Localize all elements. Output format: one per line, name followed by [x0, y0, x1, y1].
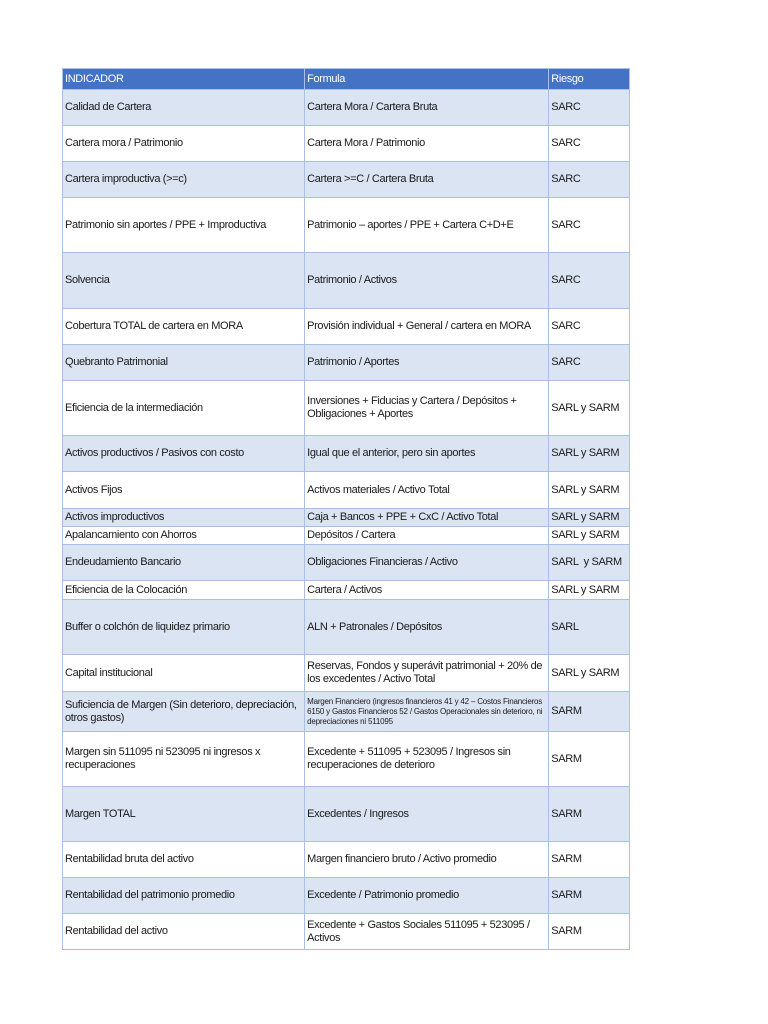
cell-riesgo: SARM	[549, 692, 630, 732]
cell-riesgo: SARL	[549, 600, 630, 655]
header-row	[63, 69, 630, 90]
cell-indicador: Margen sin 511095 ni 523095 ni ingresos x recuperaciones	[63, 732, 305, 787]
table-row	[63, 842, 630, 878]
cell-indicador: Cartera mora / Patrimonio	[63, 126, 305, 162]
cell-formula: Margen financiero bruto / Activo promedio	[305, 842, 549, 878]
cell-formula: Patrimonio / Activos	[305, 253, 549, 309]
table-row	[63, 600, 630, 655]
cell-formula: Cartera Mora / Patrimonio	[305, 126, 549, 162]
cell-riesgo: SARL y SARM	[549, 381, 630, 436]
cell-formula: Patrimonio – aportes / PPE + Cartera C+D+E	[305, 198, 549, 253]
cell-formula: Margen Financiero (ingresos financieros 41 y 42 – Costos Financieros 6150 y Gastos Financieros 52 / Gastos Operacionales sin deterioro, ni depreciaciones ni 511095	[305, 692, 549, 732]
table-row	[63, 692, 630, 732]
table-row	[63, 90, 630, 126]
cell-riesgo: SARL y SARM	[549, 655, 630, 692]
cell-formula: Reservas, Fondos y superávit patrimonial + 20% de los excedentes / Activo Total	[305, 655, 549, 692]
cell-formula: Caja + Bancos + PPE + CxC / Activo Total	[305, 509, 549, 527]
cell-riesgo: SARM	[549, 878, 630, 914]
cell-riesgo: SARM	[549, 842, 630, 878]
table-row	[63, 655, 630, 692]
cell-indicador: Suficiencia de Margen (Sin deterioro, depreciación, otros gastos)	[63, 692, 305, 732]
cell-riesgo: SARC	[549, 345, 630, 381]
cell-formula: Patrimonio / Aportes	[305, 345, 549, 381]
cell-formula: Cartera Mora / Cartera Bruta	[305, 90, 549, 126]
cell-formula: Depósitos / Cartera	[305, 527, 549, 545]
table-row	[63, 253, 630, 309]
cell-indicador: Rentabilidad del activo	[63, 914, 305, 950]
cell-indicador: Calidad de Cartera	[63, 90, 305, 126]
cell-formula: Excedente / Patrimonio promedio	[305, 878, 549, 914]
cell-riesgo: SARL y SARM	[549, 527, 630, 545]
cell-riesgo: SARL y SARM	[549, 545, 630, 581]
cell-formula: Excedente + Gastos Sociales 511095 + 523095 / Activos	[305, 914, 549, 950]
cell-indicador: Rentabilidad bruta del activo	[63, 842, 305, 878]
cell-formula: Cartera / Activos	[305, 581, 549, 600]
cell-indicador: Rentabilidad del patrimonio promedio	[63, 878, 305, 914]
table-row	[63, 436, 630, 472]
table-row	[63, 527, 630, 545]
cell-indicador: Margen TOTAL	[63, 787, 305, 842]
table-row	[63, 198, 630, 253]
cell-riesgo: SARM	[549, 732, 630, 787]
table-row	[63, 732, 630, 787]
cell-indicador: Capital institucional	[63, 655, 305, 692]
cell-formula: Provisión individual + General / cartera en MORA	[305, 309, 549, 345]
indicators-table	[62, 68, 630, 950]
cell-formula: ALN + Patronales / Depósitos	[305, 600, 549, 655]
table-row	[63, 787, 630, 842]
cell-indicador: Solvencia	[63, 253, 305, 309]
cell-indicador: Eficiencia de la intermediación	[63, 381, 305, 436]
cell-riesgo: SARC	[549, 90, 630, 126]
table-row	[63, 472, 630, 509]
cell-riesgo: SARC	[549, 126, 630, 162]
table-row	[63, 345, 630, 381]
table-row	[63, 509, 630, 527]
table-row	[63, 878, 630, 914]
cell-riesgo: SARM	[549, 914, 630, 950]
cell-riesgo: SARC	[549, 253, 630, 309]
cell-indicador: Cartera improductiva (>=c)	[63, 162, 305, 198]
cell-riesgo: SARC	[549, 309, 630, 345]
table-row	[63, 309, 630, 345]
table-row	[63, 581, 630, 600]
cell-riesgo: SARL y SARM	[549, 509, 630, 527]
cell-indicador: Endeudamiento Bancario	[63, 545, 305, 581]
table-row	[63, 545, 630, 581]
header-indicador: INDICADOR	[63, 69, 305, 90]
header-riesgo: Riesgo	[549, 69, 630, 90]
table-row	[63, 126, 630, 162]
cell-riesgo: SARL y SARM	[549, 581, 630, 600]
cell-formula: Cartera >=C / Cartera Bruta	[305, 162, 549, 198]
table-row	[63, 381, 630, 436]
cell-formula: Inversiones + Fiducias y Cartera / Depósitos + Obligaciones + Aportes	[305, 381, 549, 436]
cell-indicador: Activos productivos / Pasivos con costo	[63, 436, 305, 472]
cell-indicador: Eficiencia de la Colocación	[63, 581, 305, 600]
cell-formula: Igual que el anterior, pero sin aportes	[305, 436, 549, 472]
cell-indicador: Activos improductivos	[63, 509, 305, 527]
cell-indicador: Activos Fijos	[63, 472, 305, 509]
table-row	[63, 162, 630, 198]
cell-indicador: Buffer o colchón de liquidez primario	[63, 600, 305, 655]
cell-riesgo: SARC	[549, 198, 630, 253]
cell-formula: Obligaciones Financieras / Activo	[305, 545, 549, 581]
table-row	[63, 914, 630, 950]
cell-riesgo: SARL y SARM	[549, 472, 630, 509]
cell-formula: Excedentes / Ingresos	[305, 787, 549, 842]
cell-riesgo: SARL y SARM	[549, 436, 630, 472]
cell-indicador: Quebranto Patrimonial	[63, 345, 305, 381]
cell-indicador: Patrimonio sin aportes / PPE + Improductiva	[63, 198, 305, 253]
cell-formula: Activos materiales / Activo Total	[305, 472, 549, 509]
cell-indicador: Apalancamiento con Ahorros	[63, 527, 305, 545]
cell-riesgo: SARM	[549, 787, 630, 842]
cell-formula: Excedente + 511095 + 523095 / Ingresos sin recuperaciones de deterioro	[305, 732, 549, 787]
header-formula: Formula	[305, 69, 549, 90]
cell-indicador: Cobertura TOTAL de cartera en MORA	[63, 309, 305, 345]
cell-riesgo: SARC	[549, 162, 630, 198]
